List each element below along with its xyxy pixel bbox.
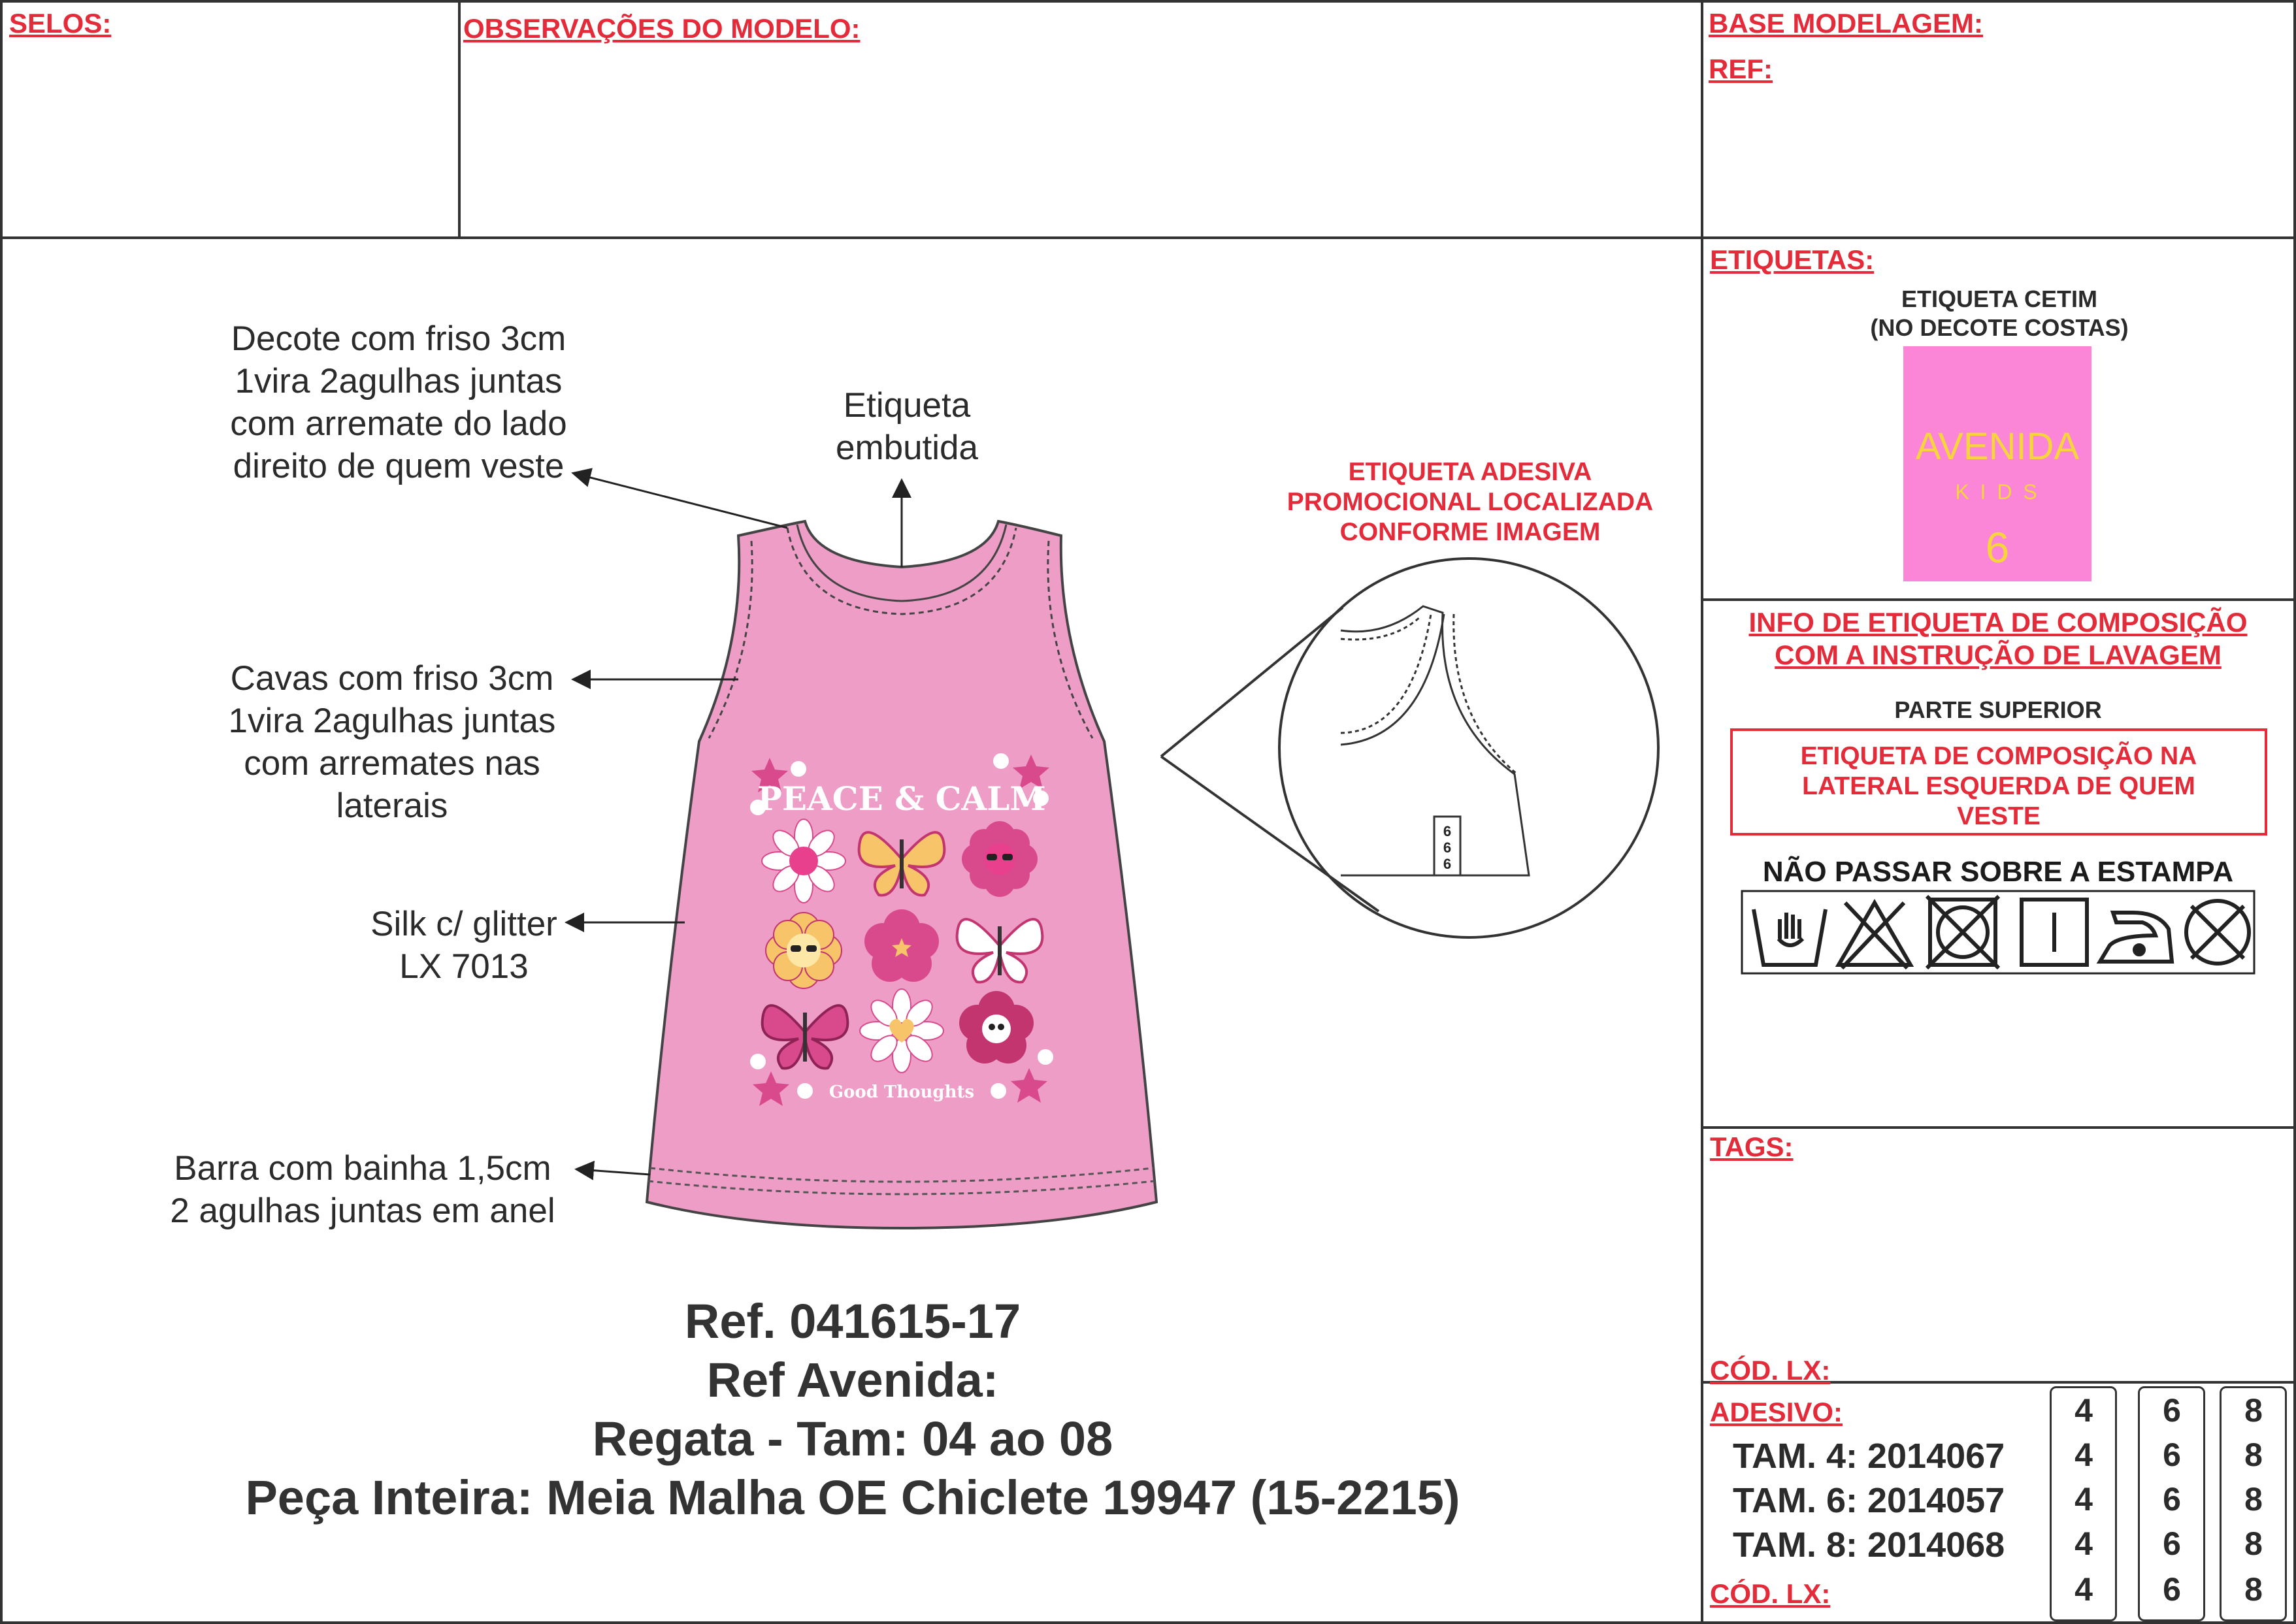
note-decote-line: Decote com friso 3cm — [231, 319, 566, 358]
brand-label-size: 6 — [1985, 523, 2010, 572]
no-dry-clean-icon — [2186, 901, 2249, 964]
etiqueta-cetim-title — [1803, 285, 2195, 342]
info-composicao-line2: COM A INSTRUÇÃO DE LAVAGEM — [1775, 640, 2222, 670]
size-value: 4 — [2075, 1481, 2093, 1518]
composicao-notice-box — [1730, 728, 2267, 836]
size-value: 8 — [2244, 1392, 2263, 1429]
tags-box — [1701, 1126, 2296, 1384]
no-bleach-icon — [1839, 903, 1911, 968]
size-value: 6 — [2163, 1571, 2181, 1608]
title-peca-inteira: Peça Inteira: Meia Malha OE Chiclete 19947 (15-2215) — [245, 1470, 1460, 1525]
care-icons-strip — [1741, 890, 2255, 975]
size-value: 4 — [2075, 1392, 2093, 1429]
print-title: PEACE & CALM — [757, 779, 1046, 818]
note-silk-line: LX 7013 — [399, 947, 529, 986]
detail-tag-size: 6 — [1443, 856, 1452, 872]
cod-lx-label: CÓD. LX: — [1710, 1355, 1831, 1386]
info-composicao-line1: INFO DE ETIQUETA DE COMPOSIÇÃO — [1748, 607, 2248, 638]
adesivo-item: TAM. 8: 2014068 — [1733, 1525, 2005, 1565]
note-barra-line: Barra com bainha 1,5cm — [174, 1149, 551, 1188]
adesivo-item: TAM. 4: 2014067 — [1733, 1437, 2005, 1476]
size-value: 8 — [2244, 1481, 2263, 1518]
note-etiqueta-line: embutida — [835, 429, 979, 467]
hand-wash-icon — [1754, 909, 1826, 965]
size-value: 4 — [2075, 1571, 2093, 1608]
detail-tag-size: 6 — [1443, 823, 1452, 839]
note-cavas-line: laterais — [336, 787, 448, 825]
detail-garment — [1341, 606, 1529, 875]
detail-tag-size: 6 — [1443, 839, 1452, 856]
brand-label-sub: K I D S — [1955, 480, 2040, 504]
brand-label — [1903, 346, 2091, 581]
size-value: 6 — [2163, 1481, 2181, 1518]
note-barra-line: 2 agulhas juntas em anel — [170, 1192, 555, 1230]
etiquetas-label: ETIQUETAS: — [1710, 244, 1875, 275]
nao-passar-label: NÃO PASSAR SOBRE A ESTAMPA — [1762, 856, 2234, 888]
note-decote-line: 1vira 2agulhas juntas — [235, 362, 563, 400]
note-decote-line: com arremate do lado — [230, 404, 567, 443]
line-dry-icon — [2022, 900, 2087, 965]
base-modelagem-label: BASE MODELAGEM: — [1709, 8, 1983, 39]
size-value: 8 — [2244, 1525, 2263, 1562]
etiqueta-adesiva-line: PROMOCIONAL LOCALIZADA — [1287, 488, 1654, 516]
size-value: 6 — [2163, 1437, 2181, 1473]
arrow-decote — [575, 474, 787, 528]
size-value: 6 — [2163, 1392, 2181, 1429]
etiqueta-adesiva-line: ETIQUETA ADESIVA — [1348, 458, 1592, 486]
etiqueta-adesiva-line: CONFORME IMAGEM — [1339, 518, 1601, 546]
parte-superior-label: PARTE SUPERIOR — [1894, 696, 2102, 723]
note-etiqueta-line: Etiqueta — [843, 386, 971, 425]
no-tumble-dry-icon — [1927, 896, 1999, 968]
iron-low-icon — [2100, 913, 2172, 962]
selos-label: SELOS: — [9, 8, 112, 39]
note-silk-line: Silk c/ glitter — [370, 905, 557, 943]
size-value: 8 — [2244, 1571, 2263, 1608]
note-cavas-line: com arremates nas — [244, 744, 540, 783]
composicao-notice-line1: ETIQUETA DE COMPOSIÇÃO NA — [1800, 742, 2197, 770]
title-regata: Regata - Tam: 04 ao 08 — [592, 1412, 1113, 1466]
brand-label-name: AVENIDA — [1915, 425, 2080, 468]
arrow-barra — [578, 1169, 650, 1175]
note-cavas-line: 1vira 2agulhas juntas — [228, 702, 556, 740]
size-value: 4 — [2075, 1437, 2093, 1473]
adesivo-item: TAM. 6: 2014057 — [1733, 1481, 2005, 1520]
size-value: 6 — [2163, 1525, 2181, 1562]
note-decote-line: direito de quem veste — [233, 447, 565, 485]
tags-label: TAGS: — [1710, 1131, 1794, 1162]
note-cavas-line: Cavas com friso 3cm — [230, 659, 554, 698]
etiqueta-cetim-line1: ETIQUETA CETIM — [1901, 285, 2097, 312]
detail-magnifier — [1161, 559, 1658, 937]
size-value: 8 — [2244, 1437, 2263, 1473]
title-ref-avenida: Ref Avenida: — [706, 1353, 999, 1407]
title-ref: Ref. 041615-17 — [684, 1294, 1021, 1348]
size-value: 4 — [2075, 1525, 2093, 1562]
composicao-notice-line2: LATERAL ESQUERDA DE QUEM — [1802, 772, 2195, 800]
observacoes-label: OBSERVAÇÕES DO MODELO: — [463, 13, 861, 44]
composicao-notice-line3: VESTE — [1957, 802, 2041, 830]
etiqueta-cetim-line2: (NO DECOTE COSTAS) — [1870, 314, 2129, 341]
print-subtitle: Good Thoughts — [828, 1082, 975, 1102]
info-composicao-title — [1704, 606, 2292, 672]
adesivo-label: ADESIVO: — [1710, 1397, 1843, 1427]
cod-lx-bottom-label: CÓD. LX: — [1710, 1578, 1831, 1609]
ref-label: REF: — [1709, 54, 1773, 84]
